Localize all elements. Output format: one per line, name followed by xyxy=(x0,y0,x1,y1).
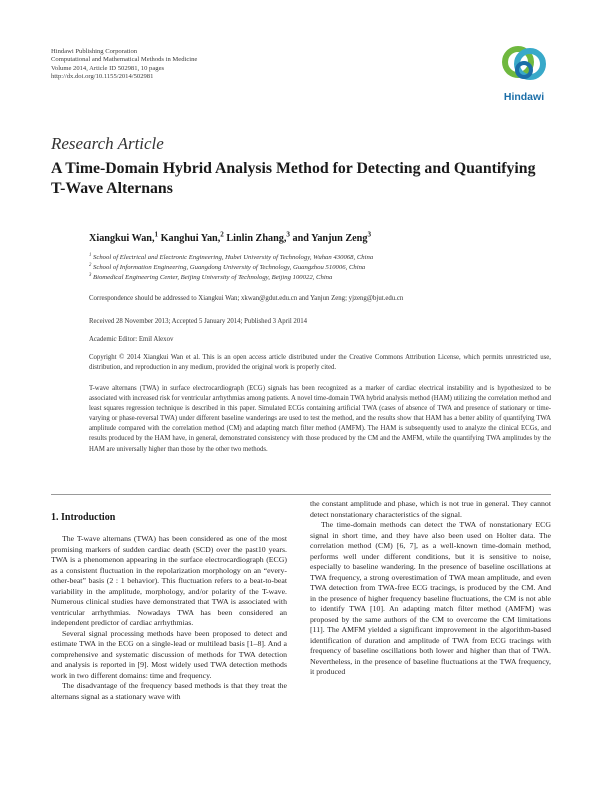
affiliation: $^2$ School of Information Engineering, Guangdong University of Technology, Guangzhou 510006, China xyxy=(89,262,366,272)
body-column-right xyxy=(310,499,551,678)
journal-header xyxy=(51,48,197,82)
abstract: T-wave alternans (TWA) in surface electrocardiograph (ECG) signals has been recognized as a marker of cardiac electrical instability and is hypothesized to be associated with increased risk for ventricular arrhythmias among patients. A novel time-domain TWA hybrid analysis method (HAM) utilizing the correlation method and least squares regression technique is described in this paper. Simulated ECGs containing artificial TWA (cases of absence of TWA and presence of stationary or time-varying or phase-reversal TWA) under different baseline wanderings are used to test the method, and the results show that HAM has a better ability of quantifying TWA amplitude compared with the correlation method (CM) and adapting match filter method (AMFM). The HAM is subsequently used to analyze the clinical ECGs, and results produced by the HAM have, in general, demonstrated consistency with those produced by the CM and the AMFM, while the quantifying TWA amplitudes by the HAM are universally higher than those by the other two methods. xyxy=(89,385,551,453)
body-column-left xyxy=(51,534,287,702)
author: Linlin Zhang,$^3$ xyxy=(226,230,290,244)
article-title: A Time-Domain Hybrid Analysis Method for Detecting and Quantifying T-Wave Alternans xyxy=(51,160,536,197)
logo-text: Hindawi xyxy=(503,91,545,103)
paragraph: The T-wave alternans (TWA) has been considered as one of the most promising markers of sudden cardiac death (SCD) over the past10 years. TWA is a phenomenon appearing in the surface electrocardiograph (ECG) as a consistent fluctuation in the repolarization morphology on an “every-other-beat” basis (2 : 1 behavior). This fluctuation refers to a beat-to-beat variability in the amplitude, morphology, and/or polarity of the T-wave. Numerous clinical studies have demonstrated that TWA is associated with ventricular arrhythmias. Nowadays TWA has been considered an independent predictor of cardiac arrhythmias. xyxy=(51,534,287,627)
divider xyxy=(51,494,551,495)
paragraph: Several signal processing methods have been proposed to detect and estimate TWA in the ECG on a single-lead or multilead basis [1–8]. And a comprehensive and systematic discussion of methods for TWA detection and analysis is reported in [9]. Most widely used TWA detection methods work in two different domains: time and frequency. xyxy=(51,628,287,680)
publication-dates: Received 28 November 2013; Accepted 5 January 2014; Published 3 April 2014 xyxy=(89,318,308,325)
author: Kanghui Yan,$^2$ xyxy=(160,230,224,244)
correspondence: Correspondence should be addressed to Xiangkui Wan; xkwan@gdut.edu.cn and Yanjun Zeng; yjzeng@bjut.edu.cn xyxy=(89,295,404,302)
hindawi-logo-icon xyxy=(494,40,554,90)
paragraph: The time-domain methods can detect the TWA of nonstationary ECG signal in short time, and they have also been used on Holter data. The correlation method (CM) [6, 7], as a well-known time-domain method, performs well under different conditions, but it is sensitive to noise, especially to baseline wandering. In the presence of baseline oscillations at TWA frequency, a strong overestimation of TWA mean amplitude, and even TWA detection from TWA-free ECG tracings, is produced by the CM. And in the presence of higher frequency baseline fluctuations, the CM is not able to identify TWA [10]. An adapting match filter method (AMFM) was proposed by the same authors of the CM to overcome the CM limitations [11]. The AMFM yielded a significant improvement in the algorithm-based identification of duration and amplitude of TWA from ECG tracings with frequency of baseline oscillations both lower and higher than that of TWA. Nevertheless, in the presence of baseline fluctuations at the TWA frequency, it produced xyxy=(310,520,551,676)
affiliation: $^3$ Biomedical Engineering Center, Beijing University of Technology, Beijing 100022, China xyxy=(89,273,333,282)
paragraph: The disadvantage of the frequency based methods is that they treat the alternans signal as a stationary wave with xyxy=(51,681,287,701)
author-list xyxy=(89,230,372,244)
copyright-notice: Copyright © 2014 Xiangkui Wan et al. This is an open access article distributed under the Creative Commons Attribution License, which permits unrestricted use, distribution, and reproduction in any medium, provided the original work is properly cited. xyxy=(89,354,551,371)
publisher: Hindawi Publishing Corporation xyxy=(51,48,138,55)
section-heading: 1. Introduction xyxy=(51,512,116,523)
volume-info: Volume 2014, Article ID 502981, 10 pages xyxy=(51,64,165,72)
affiliation: $^1$ School of Electrical and Electronic Engineering, Hubei University of Technology, Wuhan 430068, China xyxy=(89,252,374,261)
article-type: Research Article xyxy=(51,134,164,153)
author: Xiangkui Wan,$^1$ xyxy=(89,230,159,244)
author: and Yanjun Zeng$^3$ xyxy=(292,230,372,244)
academic-editor: Academic Editor: Emil Alexov xyxy=(89,336,174,343)
paragraph: the constant amplitude and phase, which is not true in general. They cannot detect nonstationary characteristics of the signal. xyxy=(310,499,551,519)
journal-name: Computational and Mathematical Methods in Medicine xyxy=(51,56,198,64)
doi-link[interactable]: http://dx.doi.org/10.1155/2014/502981 xyxy=(51,73,154,81)
hindawi-logo xyxy=(494,40,554,104)
affiliations xyxy=(89,253,373,284)
